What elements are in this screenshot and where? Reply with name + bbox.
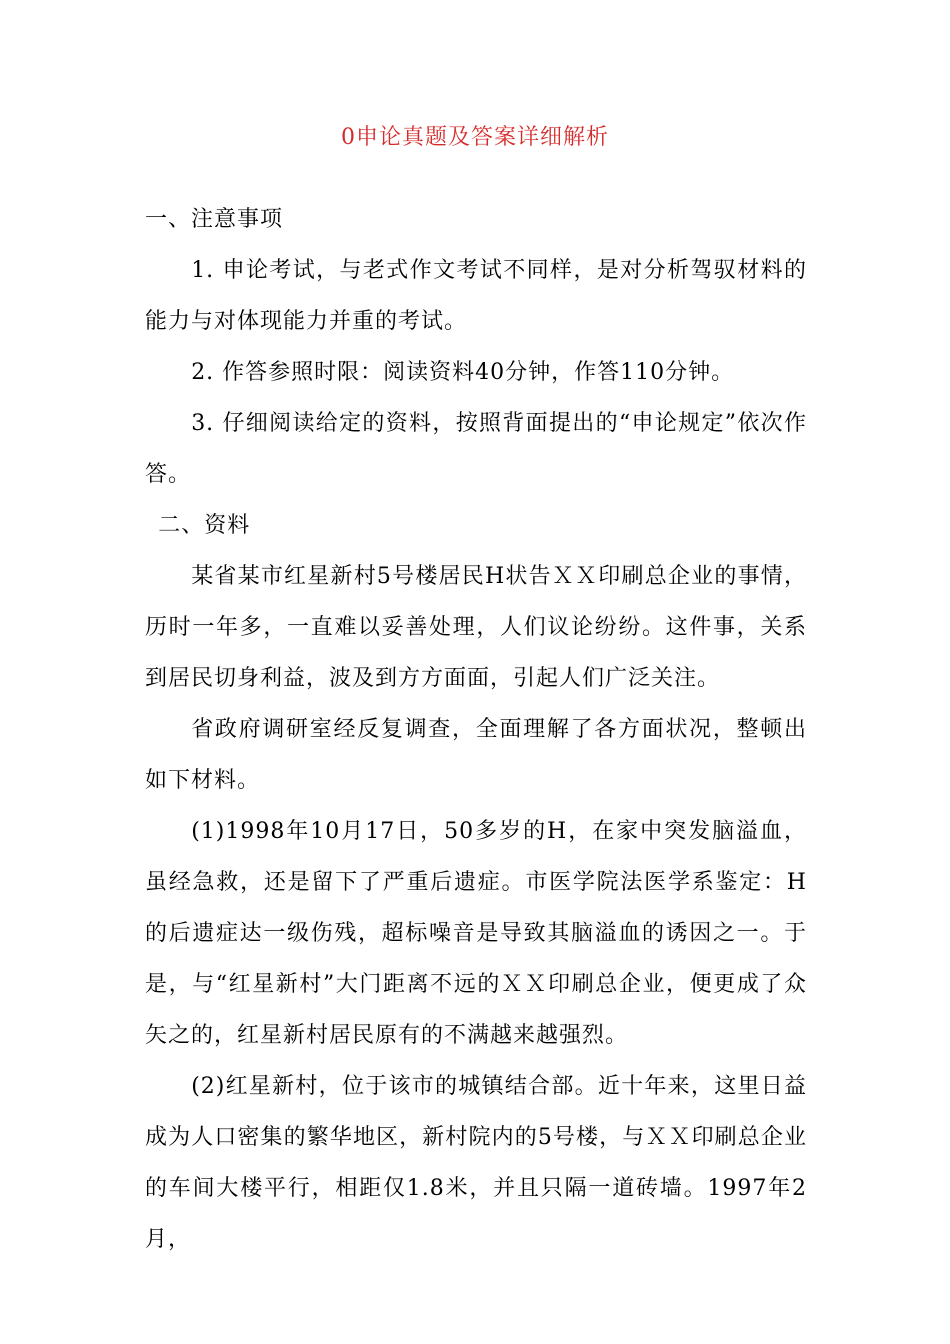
document-body [145, 194, 807, 1265]
note-item-2: 2. 作答参照时限：阅读资料40分钟，作答110分钟。 [191, 360, 735, 385]
material-paragraph-1: 某省某市红星新村5号楼居民H状告ＸＸ印刷总企业的事情，历时一年多，一直难以妥善处理，人们议论纷纷。这件事，关系到居民切身利益，波及到方方面面，引起人们广泛关注。 [145, 564, 807, 691]
material-paragraph-2: 省政府调研室经反复调查，全面理解了各方面状况，整顿出如下材料。 [145, 717, 807, 793]
material-paragraph-3: (1)1998年10月17日，50多岁的H，在家中突发脑溢血，虽经急救，还是留下了严重后遗症。市医学院法医学系鉴定：H的后遗症达一级伤残，超标噪音是导致其脑溢血的诱因之一。于是，与“红星新村”大门距离不远的ＸＸ印刷总企业，便更成了众矢之的，红星新村居民原有的不满越来越强烈。 [145, 819, 807, 1048]
section-heading-notes: 一、注意事项 [145, 207, 284, 232]
document-title: 0申论真题及答案详细解析 [341, 125, 609, 150]
section-heading-materials: 二、资料 [158, 513, 251, 538]
note-item-1: 1. 申论考试，与老式作文考试不同样，是对分析驾驭材料的能力与对体现能力并重的考试。 [145, 258, 807, 334]
material-paragraph-4: (2)红星新村，位于该市的城镇结合部。近十年来，这里日益成为人口密集的繁华地区，新村院内的5号楼，与ＸＸ印刷总企业的车间大楼平行，相距仅1.8米，并且只隔一道砖墙。1997年2月， [145, 1074, 807, 1252]
note-item-3: 3. 仔细阅读给定的资料，按照背面提出的“申论规定”依次作答。 [145, 411, 807, 487]
